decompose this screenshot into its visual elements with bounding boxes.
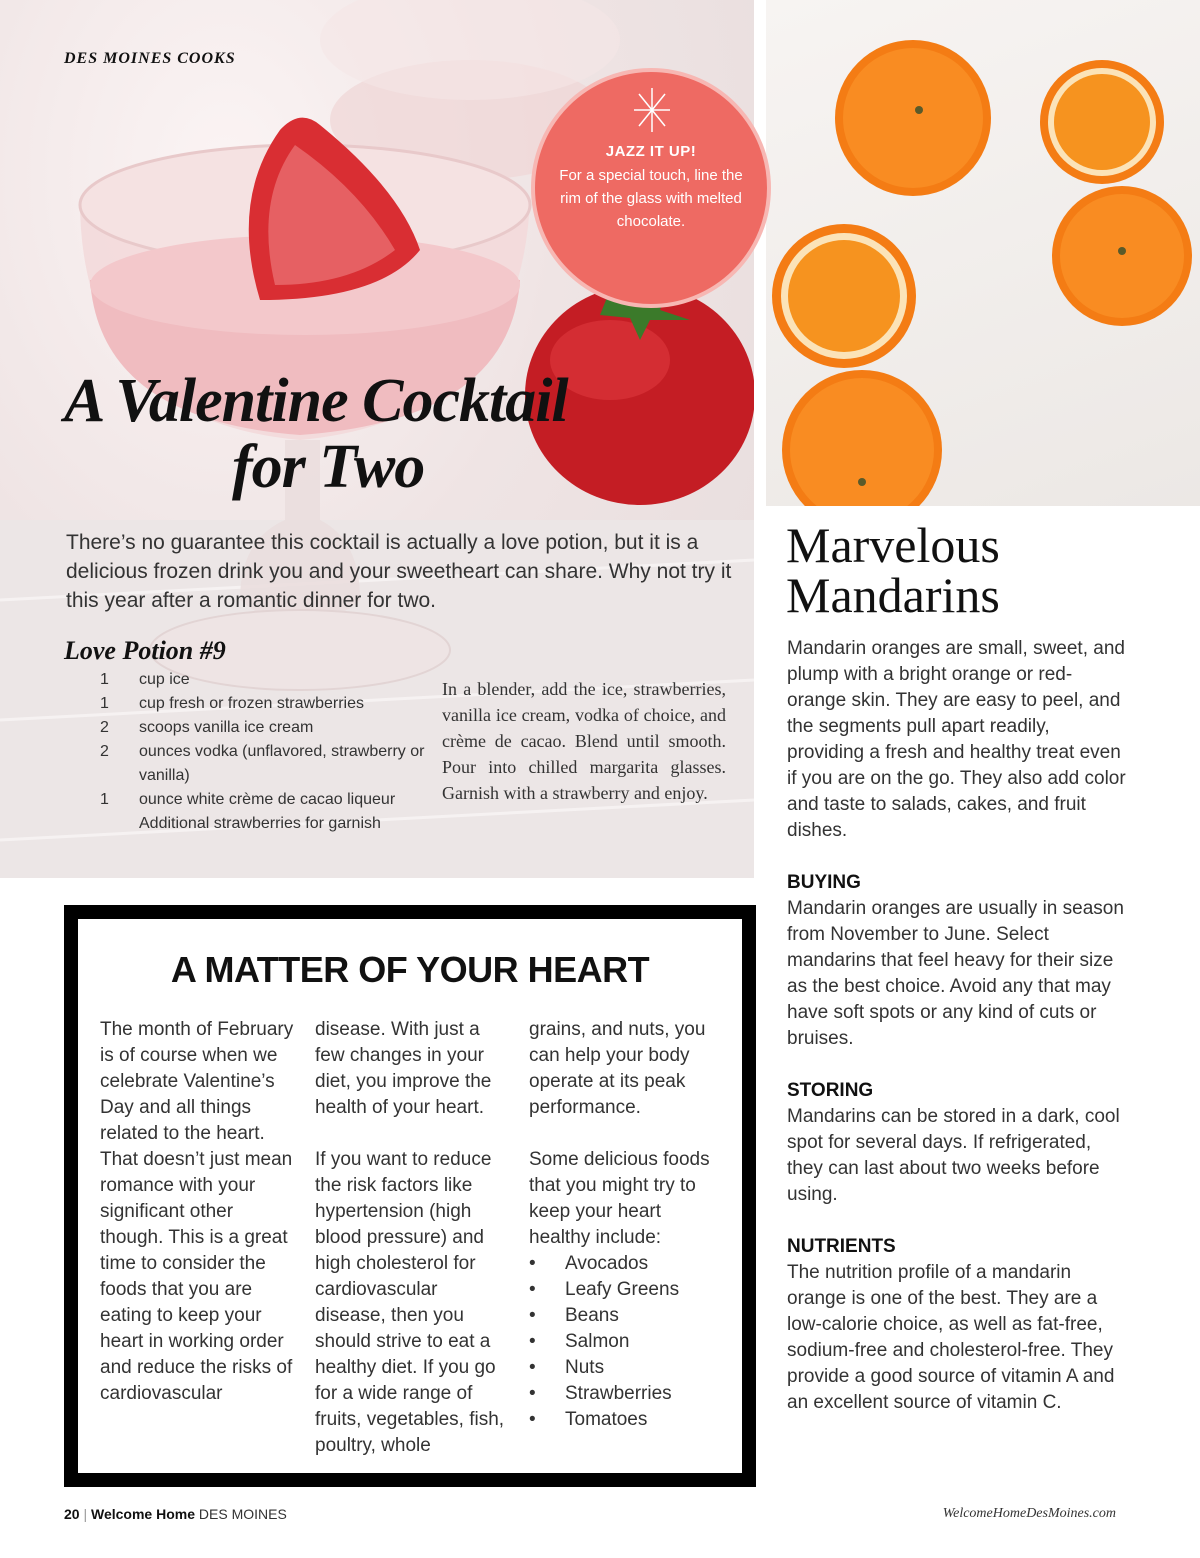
ingredient-item: Additional strawberries for garnish — [139, 815, 381, 832]
food-name: Nuts — [565, 1357, 605, 1378]
sparkle-icon — [632, 80, 672, 140]
food-name: Strawberries — [565, 1383, 672, 1404]
footer-website: WelcomeHomeDesMoines.com — [942, 1506, 1116, 1521]
food-name: Tomatoes — [565, 1409, 648, 1430]
heart-paragraph: grains, and nuts, you can help your body operate at its peak performance. — [529, 1019, 706, 1118]
ingredient-qty: 1 — [100, 695, 109, 712]
bullet: • — [529, 1331, 536, 1352]
page-footer — [64, 1506, 287, 1522]
recipe-title: Love Potion #9 — [64, 636, 226, 665]
page-number: 20 — [64, 1506, 80, 1522]
footer-separator: | — [83, 1506, 88, 1522]
ingredient-row — [100, 788, 440, 812]
list-item — [529, 1329, 725, 1355]
publication-city: DES MOINES — [198, 1506, 287, 1522]
publication-name: Welcome Home — [91, 1506, 195, 1522]
food-name: Salmon — [565, 1331, 630, 1352]
section-tag: DES MOINES COOKS — [64, 50, 236, 67]
mandarins-intro: Mandarin oranges are small, sweet, and plump with a bright orange or red-orange skin. They are easy to peel, and the segments pull apart readily, providing a fresh and healthy treat even if you are on the go. They also add color and taste to salads, cakes, and fruit dishes. — [787, 638, 1126, 841]
heart-column-3 — [529, 1017, 725, 1433]
heart-column-1 — [100, 1017, 296, 1433]
buying-text: Mandarin oranges are usually in season from November to June. Select mandarins that feel heavy for their size as the best choice. Avoid any that may have soft spots or any kind of cuts or bruises. — [787, 898, 1124, 1049]
ingredient-item: cup ice — [139, 671, 190, 688]
heart-paragraph: Some delicious foods that you might try to keep your heart healthy include: — [529, 1149, 710, 1248]
bullet: • — [529, 1357, 536, 1378]
mandarins-illustration — [766, 0, 1200, 506]
ingredient-qty: 1 — [100, 791, 109, 808]
mandarins-body — [787, 636, 1127, 1416]
nutrients-text: The nutrition profile of a mandarin orange is one of the best. They are a low-calorie choice, as well as fat-free, sodium-free and cholesterol-free. They provide a good source of vitamin A and an excellent source of vitamin C. — [787, 1262, 1115, 1413]
heart-paragraph: disease. With just a few changes in your diet, you improve the health of your heart. — [315, 1019, 492, 1118]
heart-paragraph: If you want to reduce the risk factors like hypertension (high blood pressure) and high cholesterol for cardiovascular disease, then you should strive to eat a healthy diet. If you go for a wide range of fruits, vegetables, fish, poultry, whole — [315, 1149, 505, 1456]
heart-paragraph: The month of February is of course when we celebrate Valentine’s Day and all things related to the heart. That doesn’t just mean romance with your significant other though. This is a great time to consider the foods that you are eating to keep your heart in working order and reduce the risks of cardiovascular — [100, 1019, 294, 1404]
heart-sidebar-box — [64, 905, 756, 1487]
heart-foods-list — [529, 1251, 725, 1433]
ingredient-item: scoops vanilla ice cream — [139, 719, 314, 736]
ingredient-row — [100, 692, 440, 716]
ingredient-qty: 2 — [100, 743, 109, 760]
cocktail-title — [64, 368, 664, 500]
ingredient-qty: 2 — [100, 719, 109, 736]
ingredient-item: ounces vodka (unflavored, strawberry or vanilla) — [139, 743, 425, 784]
list-item — [529, 1251, 725, 1277]
bullet: • — [529, 1409, 536, 1430]
mandarins-title — [786, 517, 1000, 623]
ingredient-row — [100, 716, 440, 740]
mandarins-title-line1: Marvelous — [786, 517, 1000, 573]
list-item — [529, 1381, 725, 1407]
mandarins-photo — [766, 0, 1200, 506]
ingredient-item: ounce white crème de cacao liqueur — [139, 791, 396, 808]
list-item — [529, 1355, 725, 1381]
ingredient-qty: 1 — [100, 671, 109, 688]
ingredient-row — [100, 740, 440, 788]
bullet: • — [529, 1253, 536, 1274]
storing-text: Mandarins can be stored in a dark, cool spot for several days. If refrigerated, they can last about two weeks before using. — [787, 1106, 1120, 1205]
cocktail-title-line1: A Valentine Cocktail — [64, 367, 568, 435]
callout-title: JAZZ IT UP! — [605, 143, 697, 160]
ingredients-list — [100, 668, 440, 836]
list-item — [529, 1303, 725, 1329]
food-name: Avocados — [565, 1253, 649, 1274]
recipe-directions: In a blender, add the ice, strawberries, vanilla ice cream, vodka of choice, and crème de cacao. Blend until smooth. Pour into chilled margarita glasses. Garnish with a strawberry and enjoy. — [442, 679, 726, 803]
storing-heading: STORING — [787, 1080, 874, 1101]
list-item — [529, 1407, 725, 1433]
ingredient-qty — [100, 812, 139, 836]
ingredient-row — [100, 812, 440, 836]
food-name: Beans — [565, 1305, 619, 1326]
jazz-callout — [531, 68, 771, 308]
callout-text: For a special touch, line the rim of the glass with melted chocolate. — [559, 167, 743, 230]
cocktail-title-line2: for Two — [232, 433, 425, 501]
ingredient-item: cup fresh or frozen strawberries — [139, 695, 364, 712]
bullet: • — [529, 1305, 536, 1326]
list-item — [529, 1277, 725, 1303]
bullet: • — [529, 1383, 536, 1404]
nutrients-heading: NUTRIENTS — [787, 1236, 896, 1257]
ingredient-row — [100, 668, 440, 692]
heart-column-2 — [315, 1017, 511, 1485]
food-name: Leafy Greens — [565, 1279, 680, 1300]
buying-heading: BUYING — [787, 872, 861, 893]
bullet: • — [529, 1279, 536, 1300]
mandarins-title-line2: Mandarins — [786, 567, 1000, 623]
cocktail-intro: There’s no guarantee this cocktail is actually a love potion, but it is a delicious frozen drink you and your sweetheart can share. Why not try it this year after a romantic dinner for two. — [66, 531, 732, 612]
heart-box-title: A MATTER OF YOUR HEART — [170, 949, 650, 990]
